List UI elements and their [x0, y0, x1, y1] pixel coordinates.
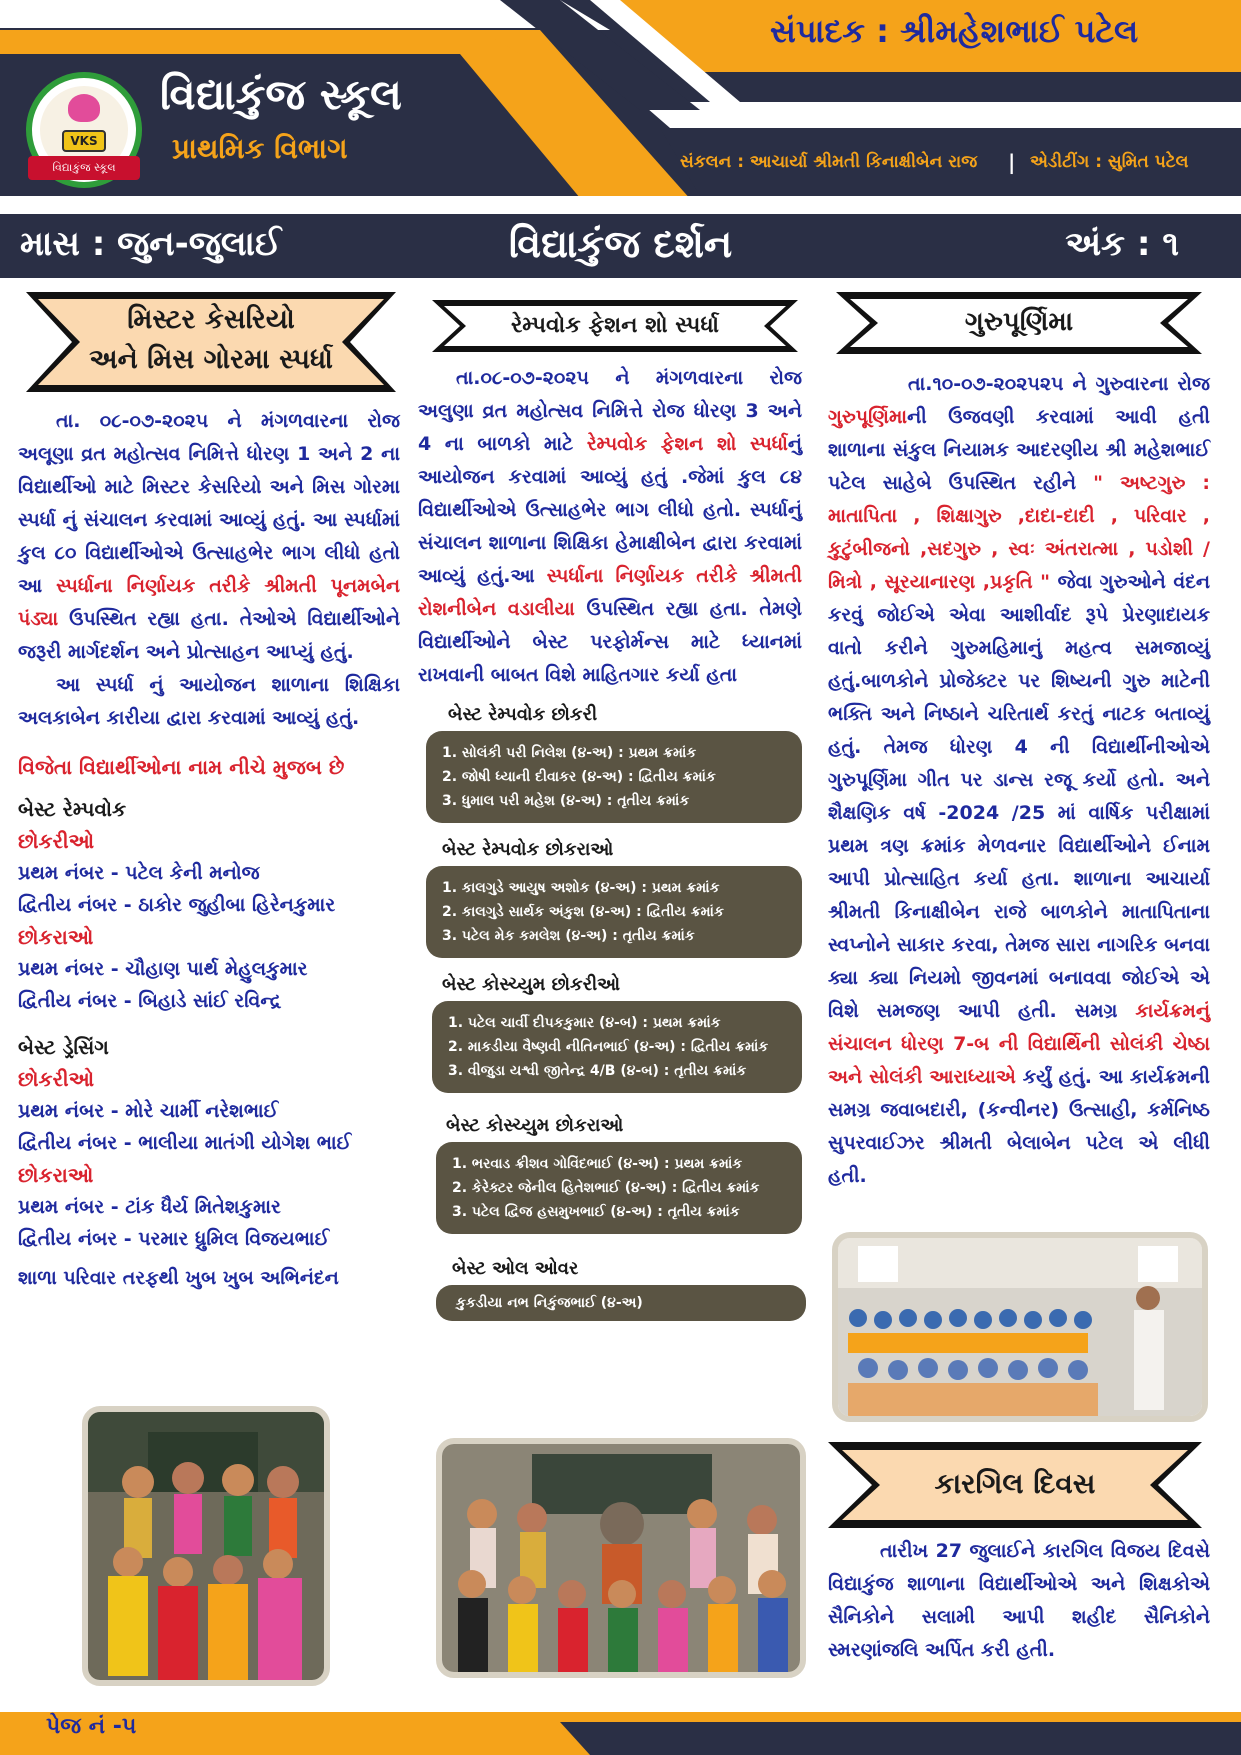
section-heading-gurupurnima: [834, 290, 1204, 356]
winners-heading: વિજેતા વિદ્યાર્થીઓના નામ નીચે મુજબ છે: [18, 755, 345, 779]
heading-line-1: મિસ્ટર કેસરિયો: [127, 304, 295, 335]
kargil-section: [828, 1535, 1210, 1667]
award-box-rampwalk-girls: [426, 731, 802, 823]
award-line: 1. પટેલ ચાર્વી દીપકકુમાર (૪-બ) : પ્રથમ ક્રમાંક: [448, 1015, 721, 1031]
newsletter-title: વિદ્યાકુંજ દર્શન: [508, 222, 733, 266]
award-line: 1. કાલગુડે આયુષ અશોક (૪-અ) : પ્રથમ ક્રમાંક: [442, 880, 720, 896]
award-box-costume-girls: [432, 1001, 802, 1093]
award-line: 3. વીજુડા યશ્વી જીતેન્દ્ર 4/B (૪-બ) : તૃતીય ક્રમાંક: [448, 1063, 747, 1079]
group-title: છોકરાઓ: [18, 925, 94, 949]
heading-line-2: અને મિસ ગોરમા સ્પર્ધા: [89, 344, 333, 375]
award-line: 2. કાલગુડે સાર્થક અંકુશ (૪-અ) : દ્વિતીય ક્રમાંક: [442, 904, 724, 920]
highlight-span: રેમ્પવોક ફેશન શો સ્પર્ધા: [586, 433, 788, 455]
winner-entry: પ્રથમ નંબર - ચૌહાણ પાર્થ મેહુલકુમાર: [18, 958, 308, 980]
gurupurnima-paragraph: [828, 368, 1210, 1193]
text-span: ઉપસ્થિત રહ્યા હતા. તેમણે વિદ્યાર્થીઓને બેસ્ટ પરફોર્મન્સ માટે ધ્યાનમાં રાખવાની બાબત વિશે માહિતગાર કર્યા હતા: [418, 598, 802, 686]
logo-vks-text: VKS: [62, 130, 106, 152]
highlight-span: ગુરુપૂર્ણિમા: [828, 406, 908, 428]
logo-ribbon: વિદ્યાકુંજ સ્કૂલ: [28, 156, 140, 180]
editing-by: એડીટીંગ : સુમિત પટેલ: [1030, 152, 1189, 172]
award-line: 2. માકડીયા વૈષ્ણવી નીતિનભાઈ (૪-અ) : દ્વિતીય ક્રમાંક: [448, 1039, 769, 1055]
kargil-heading: કારગિલ દિવસ: [934, 1467, 1096, 1500]
text-span: નું આયોજન કરવામાં આવ્યું હતું .જેમાં કુલ ૮૪ વિદ્યાર્થીઓએ ઉત્સાહભેર ભાગ લીધો હતો. સ્પર્ધાનું સંચાલન શાળાના શિક્ષિકા હેમાક્ષીબેન દ્વારા કરવામાં આવ્યું હતું.આ: [418, 433, 802, 587]
award-line: કુકડીયા નભ નિકુંજભાઈ (૪-અ): [456, 1295, 643, 1311]
gurupurnima-photo: [832, 1232, 1208, 1422]
section-heading-kesariyo: [24, 290, 398, 394]
award-line: 3. પટેલ દ્વિજ હસમુખભાઈ (૪-અ) : તૃતીય ક્રમાંક: [452, 1204, 740, 1220]
winner-entry: દ્વિતીય નંબર - ભાલીયા માતંગી યોગેશ ભાઈ: [18, 1132, 352, 1154]
page-number: પેજ નં -૫: [46, 1714, 137, 1739]
section-heading-kargil: [826, 1440, 1204, 1530]
column-kesariyo: [18, 405, 400, 1289]
school-name: વિદ્યાકુંજ સ્કૂલ: [160, 70, 402, 119]
award-box-title: બેસ્ટ રેમ્પવોક છોકરાઓ: [442, 839, 614, 860]
kesariyo-paragraph-1: [18, 405, 400, 669]
rampwalk-heading: રેમ્પવોક ફેશન શો સ્પર્ધા: [510, 313, 720, 338]
award-box-all-over: [436, 1285, 806, 1321]
award-line: 3. પટેલ મેક કમલેશ (૪-અ) : તૃતીય ક્રમાંક: [442, 928, 695, 944]
award-box-title: બેસ્ટ કોસ્ચ્યુમ છોકરાઓ: [446, 1115, 624, 1136]
award-box-title: બેસ્ટ કોસ્ચ્યુમ છોકરીઓ: [442, 974, 621, 995]
column-gurupurnima: [828, 368, 1210, 1193]
section-heading-rampwalk: [430, 298, 800, 354]
school-logo: [26, 72, 142, 188]
highlight-span: સ્પર્ધાના નિર્ણાયક તરીકે શ્રીમતી રોશનીબેન વડાલીયા: [418, 565, 802, 620]
page-footer: [0, 1700, 1241, 1755]
award-line: 2. જોષી ધ્યાની દીવાકર (૪-અ) : દ્વિતીય ક્રમાંક: [442, 769, 716, 785]
winner-entry: પ્રથમ નંબર - પટેલ કેની મનોજ: [18, 862, 260, 884]
winners-list: [18, 793, 400, 1255]
credit-separator: |: [1008, 150, 1016, 174]
highlight-span: સ્પર્ધાના નિર્ણાયક તરીકે શ્રીમતી પૂનમબેન પંડ્યા: [18, 575, 400, 630]
winner-entry: દ્વિતીય નંબર - બિહાડે સાંઈ રવિન્દ્ર: [18, 990, 282, 1012]
header-banner: [0, 0, 1241, 210]
text-span: તા. ૦૮-૦૭-૨૦૨૫ ને મંગળવારના રોજ અલૂણા વ્રત મહોત્સવ નિમિત્તે ધોરણ 1 અને 2 ના વિદ્યાર્થીઓ માટે મિસ્ટર કેસરિયો અને મિસ ગોરમા સ્પર્ધા નું સંચાલન કરવામાં આવ્યું હતું. આ સ્પર્ધામાં કુલ ૮૦ વિદ્યાર્થીઓએ ઉત્સાહભેર ભાગ લીધો હતો આ: [18, 410, 400, 597]
kargil-paragraph: તારીખ 27 જુલાઈને કારગિલ વિજય દિવસે વિદ્યાકુંજ શાળાના વિદ્યાર્થીઓએ અને શિક્ષકોએ સૈનિકોને સલામી આપી શહીદ સૈનિકોને સ્મરણાંજલિ અર્પિત કરી હતી.: [828, 1540, 1210, 1661]
award-line: 3. ધુમાલ પરી મહેશ (૪-અ) : તૃતીય ક્રમાંક: [442, 793, 690, 809]
rampwalk-paragraph: [418, 362, 802, 692]
text-span: ની ઉજવણી કરવામાં આવી હતી શાળાના સંકુલ નિયામક આદરણીય શ્રી મહેશભાઈ પટેલ સાહેબે ઉપસ્થિત રહીને: [828, 406, 1210, 494]
award-line: 1. ભરવાડ ક્રીશવ ગોવિંદભાઈ (૪-અ) : પ્રથમ ક્રમાંક: [452, 1156, 743, 1172]
award-box-costume-boys: [436, 1142, 802, 1234]
gurupurnima-heading: ગુરુપૂર્ણિમા: [964, 307, 1074, 337]
highlight-span: " અષ્ટગુરુ : માતાપિતા , શિક્ષાગુરુ ,દાદા-દાદી , પરિવાર , કુટુંબીજનો ,સદગુરુ , સ્વઃ અંતરાત્મા , પડોશી / મિત્રો , સૂરયાનારણ ,પ્રકૃતિ ": [828, 472, 1210, 593]
text-span: કર્યું હતું. આ કાર્યક્રમની સમગ્ર જવાબદારી, (કન્વીનર) ઉત્સાહી, કર્મનિષ્ઠ સુપરવાઈઝર શ્રીમતી બેલાબેન પટેલ એ લીધી હતી.: [828, 1066, 1210, 1187]
group-title: છોકરીઓ: [18, 829, 95, 853]
text-span: ઉપસ્થિત રહ્યા હતા. તેઓએ વિદ્યાર્થીઓને જરૂરી માર્ગદર્શન અને પ્રોત્સાહન આપ્યું હતું.: [18, 608, 400, 663]
group-title: છોકરાઓ: [18, 1163, 94, 1187]
issue-month: માસ : જુન-જુલાઈ: [20, 224, 282, 264]
kesariyo-photo: [82, 1406, 330, 1686]
column-rampwalk: [418, 362, 802, 1321]
congratulations-line: શાળા પરિવાર તરફથી ખુબ ખુબ અભિનંદન: [18, 1267, 339, 1289]
newsletter-title-bar: [0, 214, 1241, 278]
highlight-span: કાર્યક્રમનું સંચાલન ધોરણ 7-બ ની વિદ્યાર્થિની સોલંકી ચેષ્ઠા અને સોલંકી આરાધ્યાએ: [828, 1000, 1210, 1088]
award-line: 2. કેરેક્ટર જેનીલ હિતેશભાઈ (૪-અ) : દ્વિતીય ક્રમાંક: [452, 1180, 760, 1196]
text-span: જેવા ગુરુઓને વંદન કરવું જોઈએ એવા આશીર્વાદ રૂપે પ્રેરણાદાયક વાતો કરીને ગુરુમહિમાનું મહત્વ સમજાવ્યું હતું.બાળકોને પ્રોજેક્ટર પર શિષ્યની ગુરુ માટેની ભક્તિ અને નિષ્ઠાને ચરિતાર્થ કરતું નાટક બતાવ્યું હતું. તેમજ ધોરણ 4 ની વિદ્યાર્થીનીઓએ ગુરુપૂર્ણિમા ગીત પર ડાન્સ રજૂ કર્યો હતો. અને શૈક્ષણિક વર્ષ -2024 /25 માં વાર્ષિક પરીક્ષામાં પ્રથમ ત્રણ ક્રમાંક મેળવનાર વિદ્યાર્થીઓને ઈનામ આપી પ્રોત્સાહિત કર્યા હતા. શાળાના આચાર્યા શ્રીમતી કિનાક્ષીબેન રાજે બાળકોને માતાપિતાના સ્વપ્નોને સાકાર કરવા, તેમજ સારા નાગરિક બનવા ક્યા ક્યા નિયમો જીવનમાં બનાવવા જોઈએ એ વિશે સમજણ આપી હતી. સમગ્ર: [828, 571, 1210, 1022]
award-box-title: બેસ્ટ ઓલ ઓવર: [452, 1258, 579, 1279]
school-division: પ્રાથમિક વિભાગ: [172, 132, 348, 165]
text-span: તા.૦૮-૦૭-૨૦૨૫ ને મંગળવારના રોજ અલુણા વ્રત મહોત્સવ નિમિત્તે રોજ ધોરણ 3 અને 4 ના બાળકો માટે: [418, 367, 802, 455]
winner-entry: દ્વિતીય નંબર - ઠાકોર જુહીબા હિરેનકુમાર: [18, 894, 336, 916]
lotus-icon: [68, 94, 100, 122]
text-span: તા.૧૦-૦૭-૨૦૨૫૨૫ ને ગુરુવારના રોજ: [908, 373, 1210, 395]
editor-credit: સંપાદક : શ્રીમહેશભાઈ પટેલ: [770, 12, 1139, 50]
award-line: 1. સોલંકી પરી નિલેશ (૪-અ) : પ્રથમ ક્રમાંક: [442, 745, 697, 761]
kesariyo-paragraph-2: આ સ્પર્ધા નું આયોજન શાળાના શિક્ષિકા અલકાબેન કારીયા દ્વારા કરવામાં આવ્યું હતું.: [18, 674, 400, 729]
award-box-title: બેસ્ટ રેમ્પવોક છોકરી: [448, 704, 598, 725]
winner-entry: પ્રથમ નંબર - મોરે ચાર્મી નરેશભાઈ: [18, 1100, 279, 1122]
compiled-by: સંકલન : આચાર્યા શ્રીમતી કિનાક્ષીબેન રાજ: [680, 152, 978, 172]
category-title: બેસ્ટ ડ્રેસિંગ: [18, 1035, 109, 1059]
group-title: છોકરીઓ: [18, 1067, 95, 1091]
award-box-rampwalk-boys: [426, 866, 802, 958]
issue-number: અંક : ૧: [1065, 224, 1179, 264]
winner-entry: પ્રથમ નંબર - ટાંક ધૈર્ય મિતેશકુમાર: [18, 1196, 281, 1218]
category-title: બેસ્ટ રેમ્પવોક: [18, 797, 127, 821]
rampwalk-photo: [436, 1438, 806, 1678]
winner-entry: દ્વિતીય નંબર - પરમાર ધ્રુમિલ વિજયભાઈ: [18, 1228, 330, 1250]
